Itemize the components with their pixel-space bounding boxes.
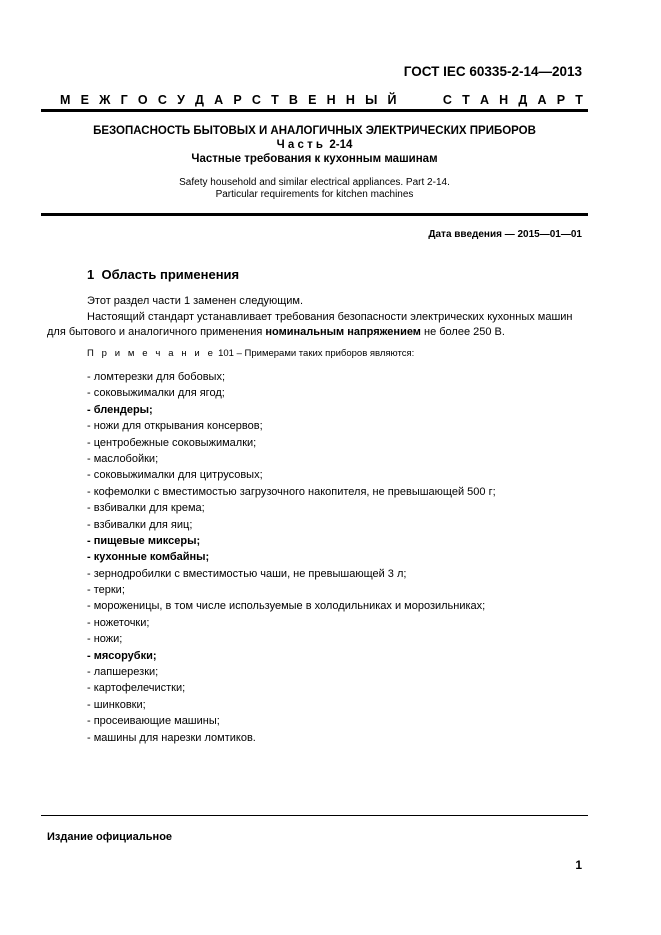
list-item: - маслобойки; xyxy=(87,452,159,465)
list-item: - терки; xyxy=(87,584,125,597)
list-item: - кофемолки с вместимостью загрузочного накопителя, не превышающей 500 г; xyxy=(87,485,496,498)
heading-letter: А xyxy=(479,93,489,107)
title-line-1: БЕЗОПАСНОСТЬ БЫТОВЫХ И АНАЛОГИЧНЫХ ЭЛЕКТРИЧЕСКИХ ПРИБОРОВ xyxy=(93,125,536,137)
heading-letter: С xyxy=(442,93,452,107)
list-item: - соковыжималки для цитрусовых; xyxy=(87,469,263,482)
list-item: - взбивалки для крема; xyxy=(87,502,205,515)
heading-letter: Т xyxy=(462,93,470,107)
title-part: Ч а с т ь 2-14 xyxy=(276,139,353,151)
list-item: - лапшерезки; xyxy=(87,666,159,679)
heading-letter: М xyxy=(60,93,71,107)
list-item: - ножи для открывания консервов; xyxy=(87,420,263,433)
note-text: 101 – Примерами таких приборов являются: xyxy=(215,348,415,359)
heading-letter: В xyxy=(288,93,298,107)
heading-letter: Р xyxy=(233,93,242,107)
list-item: - ножи; xyxy=(87,633,123,646)
english-title-line-1: Safety household and similar electrical appliances. Part 2-14. xyxy=(179,177,450,188)
heading-letter: Г xyxy=(120,93,128,107)
english-title xyxy=(41,177,588,201)
list-item: - центробежные соковыжималки; xyxy=(87,436,257,449)
title-subject: Частные требования к кухонным машинам xyxy=(191,153,438,165)
list-item: - мороженицы, в том числе используемые в холодильниках и морозильниках; xyxy=(87,600,486,613)
list-item: - картофелечистки; xyxy=(87,682,186,695)
section-heading xyxy=(87,267,239,282)
paragraph-2-start: Настоящий стандарт устанавливает требования безопасности электрических кухонных машин для бытового и аналогичного применения xyxy=(47,310,573,338)
heading-letter: А xyxy=(537,93,547,107)
note-label: П р и м е ч а н и е xyxy=(87,348,216,359)
heading-letter: Н xyxy=(326,93,336,107)
appliance-list xyxy=(87,369,496,746)
official-edition-label: Издание официальное xyxy=(47,831,173,843)
paragraph-1: Этот раздел части 1 заменен следующим. xyxy=(87,295,304,307)
list-item: - блендеры; xyxy=(87,403,153,416)
heading-letter: О xyxy=(137,93,148,107)
heading-letter: С xyxy=(157,93,167,107)
heading-letter: Т xyxy=(271,93,279,107)
footer-rule xyxy=(41,815,588,816)
introduction-date: Дата введения — 2015—01—01 xyxy=(428,229,582,240)
list-item: - просеивающие машины; xyxy=(87,715,220,728)
list-item: - взбивалки для яиц; xyxy=(87,518,193,531)
heading-letter: С xyxy=(251,93,261,107)
interstate-standard-heading xyxy=(60,93,583,107)
heading-letter: У xyxy=(177,93,185,107)
section-title: Область применения xyxy=(101,267,240,282)
list-item: - пищевые миксеры; xyxy=(87,534,201,547)
paragraph-2 xyxy=(47,310,582,341)
note-101 xyxy=(87,348,414,359)
heading-letter: Д xyxy=(195,93,204,107)
heading-letter: Н xyxy=(345,93,355,107)
heading-letter: Д xyxy=(518,93,528,107)
heading-letter: Е xyxy=(308,93,317,107)
list-item: - мясорубки; xyxy=(87,649,157,662)
heading-word-gap xyxy=(407,93,433,107)
heading-letter: Н xyxy=(499,93,509,107)
heading-letter: Е xyxy=(80,93,89,107)
list-item: - зернодробилки с вместимостью чаши, не превышающей 3 л; xyxy=(87,567,407,580)
list-item: - машины для нарезки ломтиков. xyxy=(87,731,256,744)
title-rule xyxy=(41,213,588,216)
page-number: 1 xyxy=(575,858,582,872)
heading-letter: Ж xyxy=(99,93,111,107)
standard-title xyxy=(41,124,588,166)
document-code: ГОСТ IEC 60335-2-14—2013 xyxy=(403,64,582,79)
body-text xyxy=(47,294,582,341)
heading-letter: Ы xyxy=(365,93,378,107)
list-item: - ножеточки; xyxy=(87,616,150,629)
english-title-line-2: Particular requirements for kitchen machines xyxy=(215,189,414,200)
heading-letter: Й xyxy=(387,93,397,107)
heading-letter: Т xyxy=(575,93,583,107)
header-rule xyxy=(41,109,588,112)
heading-letter: А xyxy=(214,93,224,107)
list-item: - кухонные комбайны; xyxy=(87,551,210,564)
list-item: - шинковки; xyxy=(87,698,146,711)
list-item: - ломтерезки для бобовых; xyxy=(87,371,226,383)
rated-voltage-term: номинальным напряжением xyxy=(265,326,421,338)
paragraph-2-end: не более 250 В. xyxy=(420,326,505,338)
list-item: - соковыжималки для ягод; xyxy=(87,387,225,400)
heading-letter: Р xyxy=(556,93,566,107)
section-number: 1 xyxy=(87,267,95,282)
